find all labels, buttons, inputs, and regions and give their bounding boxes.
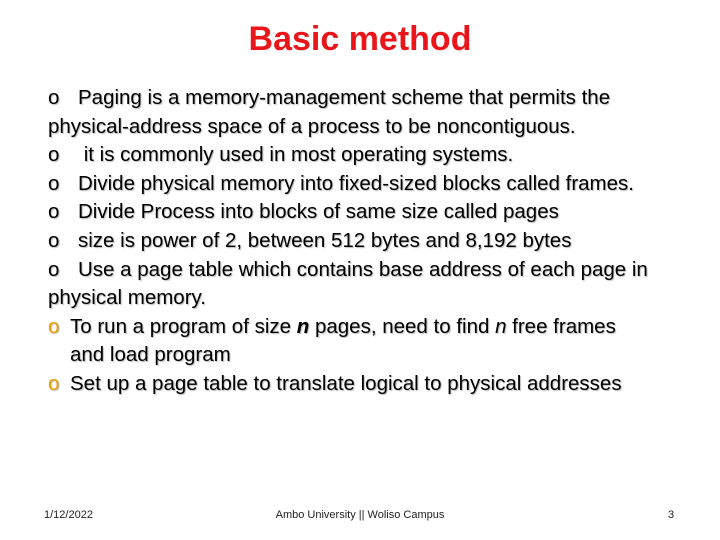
bullet-marker: o xyxy=(48,143,60,167)
footer-page-number: 3 xyxy=(668,509,675,521)
bullet-text-part: free frames xyxy=(506,314,616,338)
variable-n: n xyxy=(495,314,507,338)
bullet-setup-page-table xyxy=(48,370,698,399)
bullet-marker: o xyxy=(48,228,60,252)
bullet-text: Divide Process into blocks of same size called pages xyxy=(78,200,559,224)
bullet-text: Divide physical memory into fixed-sized blocks called frames. xyxy=(78,171,634,195)
bullet-run-program xyxy=(48,313,698,370)
bullet-text: it is commonly used in most operating systems. xyxy=(78,143,514,167)
bullet-pages xyxy=(48,198,698,227)
bullet-marker: o xyxy=(48,171,60,195)
bullet-text-continued: physical memory. xyxy=(48,286,206,310)
bullet-marker-accent: o xyxy=(48,314,60,338)
bullet-page-size xyxy=(48,227,698,256)
bullet-text-continued: physical-address space of a process to be noncontiguous. xyxy=(48,114,576,138)
footer-institution: Ambo University || Woliso Campus xyxy=(275,509,445,521)
bullet-text: size is power of 2, between 512 bytes and 8,192 bytes xyxy=(78,228,572,252)
bullet-text-continued: and load program xyxy=(70,343,231,367)
bullet-text-part: pages, need to find xyxy=(309,314,496,338)
bullet-frames xyxy=(48,170,698,199)
footer-date: 1/12/2022 xyxy=(44,509,93,521)
bullet-paging-definition xyxy=(48,84,698,141)
bullet-text-part: To run a program of size xyxy=(70,314,297,338)
variable-n: n xyxy=(296,314,310,338)
bullet-marker-accent: o xyxy=(48,371,60,395)
bullet-marker: o xyxy=(48,257,60,281)
bullet-marker: o xyxy=(48,86,60,109)
bullet-text: Use a page table which contains base address of each page in xyxy=(78,257,648,281)
bullet-page-table xyxy=(48,256,698,313)
slide-body xyxy=(48,84,698,399)
bullet-marker: o xyxy=(48,200,60,224)
bullet-common-usage xyxy=(48,141,698,170)
bullet-text: Paging is a memory-management scheme that permits the xyxy=(78,86,611,109)
slide-title: Basic method xyxy=(248,20,472,58)
bullet-text: Set up a page table to translate logical to physical addresses xyxy=(70,371,622,395)
